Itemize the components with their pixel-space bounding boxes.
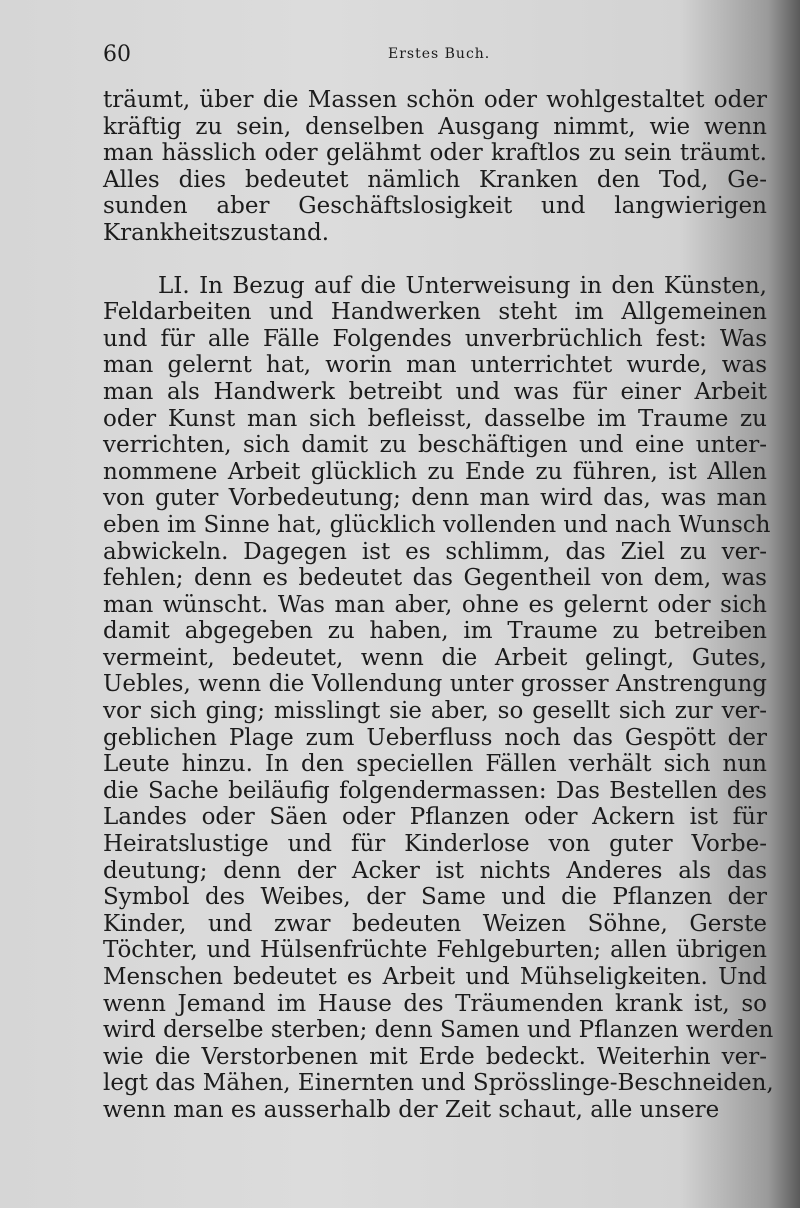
page-number: 60 xyxy=(103,42,131,67)
page-header xyxy=(103,42,763,70)
text-line: Symbol des Weibes, der Same und die Pflanzen der xyxy=(103,884,767,911)
text-line: von guter Vorbedeutung; denn man wird das, was man xyxy=(103,485,767,512)
text-line: legt das Mähen, Einernten und Sprösslinge-Beschneiden, xyxy=(103,1070,774,1097)
text-line: kräftig zu sein, denselben Ausgang nimmt, wie wenn xyxy=(103,113,767,140)
text-line: oder Kunst man sich befleisst, dasselbe im Traume zu xyxy=(103,405,767,432)
text-line: LI. In Bezug auf die Unterweisung in den Künsten, xyxy=(158,272,767,299)
text-line: Töchter, und Hülsenfrüchte Fehlgeburten; allen übrigen xyxy=(103,937,767,964)
text-line: eben im Sinne hat, glücklich vollenden und nach Wunsch xyxy=(103,511,771,538)
running-head: Erstes Buch. xyxy=(388,46,491,62)
text-line: man als Handwerk betreibt und was für einer Arbeit xyxy=(103,378,767,405)
text-line: Menschen bedeutet es Arbeit und Mühseligkeiten. Und xyxy=(103,964,767,990)
text-line: Krankheitszustand. xyxy=(103,219,330,246)
text-line: Leute hinzu. In den speciellen Fällen verhält sich nun xyxy=(103,751,767,778)
text-line: man wünscht. Was man aber, ohne es gelernt oder sich xyxy=(103,591,767,618)
text-line: die Sache beiläufig folgendermassen: Das Bestellen des xyxy=(103,777,767,804)
text-line: man hässlich oder gelähmt oder kraftlos zu sein träumt. xyxy=(103,140,767,167)
paragraph-2-section-li xyxy=(103,272,774,1124)
text-line: Feldarbeiten und Handwerken steht im Allgemeinen xyxy=(103,299,767,326)
text-line: vermeint, bedeutet, wenn die Arbeit gelingt, Gutes, xyxy=(103,644,767,671)
text-line: wie die Verstorbenen mit Erde bedeckt. Weiterhin ver- xyxy=(103,1043,767,1070)
text-line: Landes oder Säen oder Pflanzen oder Ackern ist für xyxy=(103,804,767,831)
text-line: abwickeln. Dagegen ist es schlimm, das Ziel zu ver- xyxy=(103,538,767,565)
text-line: vor sich ging; misslingt sie aber, so gesellt sich zur ver- xyxy=(103,698,767,725)
body-text xyxy=(103,87,774,1124)
text-line: verrichten, sich damit zu beschäftigen und eine unter- xyxy=(103,432,767,459)
text-line: man gelernt hat, worin man unterrichtet wurde, was xyxy=(103,352,767,379)
text-line: sunden aber Geschäftslosigkeit und langwierigen xyxy=(103,193,767,220)
text-line: und für alle Fälle Folgendes unverbrüchlich fest: Was xyxy=(103,325,767,352)
text-line: geblichen Plage zum Ueberfluss noch das Gespött der xyxy=(103,724,767,751)
paragraph-1 xyxy=(103,87,767,247)
text-line: nommene Arbeit glücklich zu Ende zu führen, ist Allen xyxy=(103,458,767,485)
text-line: wenn man es ausserhalb der Zeit schaut, alle unsere xyxy=(103,1096,720,1123)
text-line: damit abgegeben zu haben, im Traume zu betreiben xyxy=(103,618,767,645)
text-line: wird derselbe sterben; denn Samen und Pflanzen werden xyxy=(103,1017,774,1044)
text-line: deutung; denn der Acker ist nichts Anderes als das xyxy=(103,857,767,884)
text-line: Alles dies bedeutet nämlich Kranken den Tod, Ge- xyxy=(103,166,767,193)
text-line: fehlen; denn es bedeutet das Gegentheil von dem, was xyxy=(103,565,767,592)
text-line: Heiratslustige und für Kinderlose von guter Vorbe- xyxy=(103,831,767,858)
text-line: Uebles, wenn die Vollendung unter grosser Anstrengung xyxy=(103,671,767,698)
text-line: träumt, über die Massen schön oder wohlgestaltet oder xyxy=(103,87,767,113)
text-line: wenn Jemand im Hause des Träumenden krank ist, so xyxy=(103,990,767,1017)
text-line: Kinder, und zwar bedeuten Weizen Söhne, Gerste xyxy=(103,910,767,937)
